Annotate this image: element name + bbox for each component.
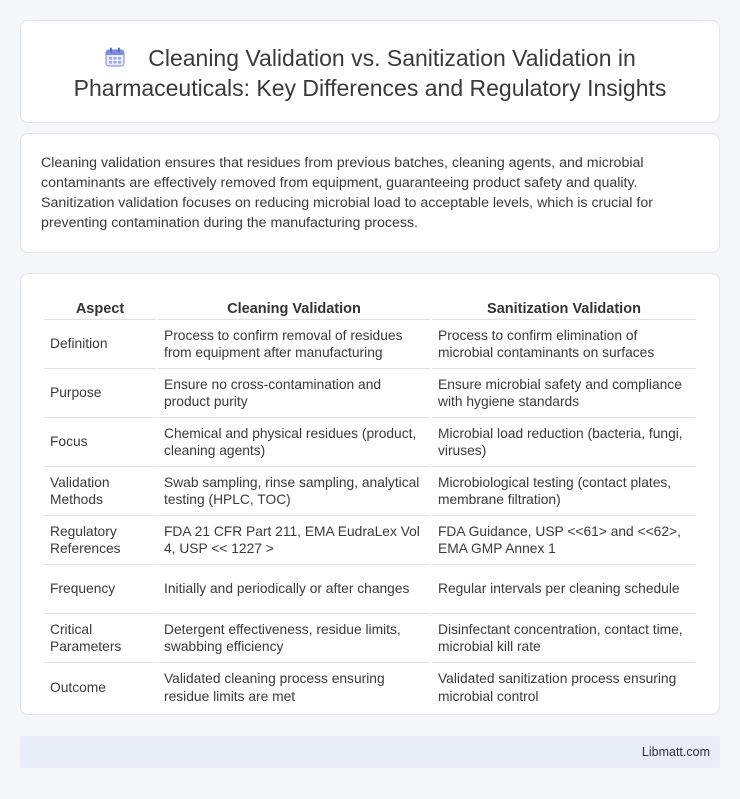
- sanitization-cell: Microbial load reduction (bacteria, fungi, viruses): [432, 418, 696, 467]
- cleaning-cell: FDA 21 CFR Part 211, EMA EudraLex Vol 4, USP << 1227 >: [158, 516, 430, 565]
- cleaning-cell: Validated cleaning process ensuring residue limits are met: [164, 671, 385, 704]
- title-card: [20, 20, 720, 123]
- table-row: [44, 516, 696, 565]
- comparison-table: [42, 294, 698, 712]
- intro-card: [20, 133, 720, 253]
- aspect-cell: Frequency: [44, 565, 156, 614]
- intro-paragraph: Cleaning validation ensures that residues from previous batches, cleaning agents, and microbial contaminants are effectively removed from equipment, guaranteeing product safety and quality. Sanitization validation focuses on reducing microbial load to acceptable levels, which is crucial for preventing contamination during the manufacturing process.: [41, 155, 653, 231]
- aspect-cell: Definition: [44, 320, 156, 369]
- calendar-icon: [104, 46, 126, 68]
- header-cleaning-validation: Cleaning Validation: [158, 294, 430, 320]
- table-row: [44, 418, 696, 467]
- table-row: [44, 369, 696, 418]
- cleaning-cell: Swab sampling, rinse sampling, analytical testing (HPLC, TOC): [158, 467, 430, 516]
- cleaning-cell: Ensure no cross-contamination and product purity: [158, 369, 430, 418]
- table-row: [44, 320, 696, 369]
- cleaning-cell: Initially and periodically or after changes: [158, 565, 430, 614]
- table-row: [44, 614, 696, 663]
- aspect-cell: Outcome: [50, 679, 106, 695]
- cleaning-cell: Chemical and physical residues (product, cleaning agents): [158, 418, 430, 467]
- sanitization-cell: Process to confirm elimination of microbial contaminants on surfaces: [432, 320, 696, 369]
- sanitization-cell: Ensure microbial safety and compliance with hygiene standards: [432, 369, 696, 418]
- comparison-card: [20, 273, 720, 715]
- header-aspect: Aspect: [44, 294, 156, 320]
- page-title-text: Cleaning Validation vs. Sanitization Validation in Pharmaceuticals: Key Differences and Regulatory Insights: [73, 45, 667, 101]
- sanitization-cell: FDA Guidance, USP <<61> and <<62>, EMA GMP Annex 1: [432, 516, 696, 565]
- table-row: [44, 565, 696, 614]
- aspect-cell: Regulatory References: [44, 516, 156, 565]
- aspect-cell: Validation Methods: [44, 467, 156, 516]
- aspect-cell: Critical Parameters: [44, 614, 156, 663]
- sanitization-cell: Disinfectant concentration, contact time, microbial kill rate: [432, 614, 696, 663]
- aspect-cell: Purpose: [44, 369, 156, 418]
- header-sanitization-validation: Sanitization Validation: [432, 294, 696, 320]
- table-row: [44, 663, 696, 712]
- cleaning-cell: Process to confirm removal of residues from equipment after manufacturing: [158, 320, 430, 369]
- table-header-row: [44, 294, 696, 320]
- aspect-cell: Focus: [44, 418, 156, 467]
- table-row: [44, 467, 696, 516]
- sanitization-cell: Validated sanitization process ensuring microbial control: [438, 671, 677, 704]
- cleaning-cell: Detergent effectiveness, residue limits, swabbing efficiency: [158, 614, 430, 663]
- page-title: [21, 21, 719, 103]
- footer-bar: [20, 736, 720, 768]
- sanitization-cell: Microbiological testing (contact plates, membrane filtration): [432, 467, 696, 516]
- sanitization-cell: Regular intervals per cleaning schedule: [432, 565, 696, 614]
- footer-brand-link[interactable]: Libmatt.com: [641, 745, 710, 759]
